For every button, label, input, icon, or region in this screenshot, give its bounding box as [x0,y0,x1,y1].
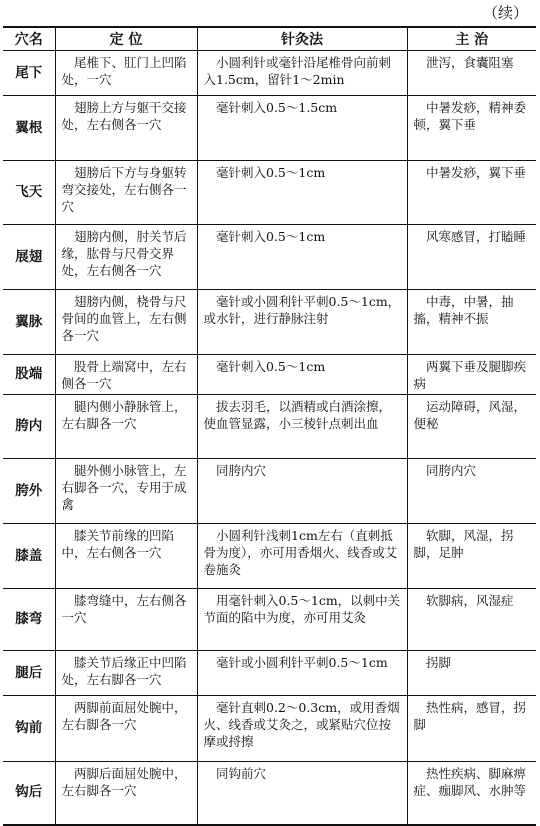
point-name-cell: 钩后 [3,762,55,825]
point-name-cell: 翼根 [3,96,55,161]
location-cell: 膝弯缝中，左右侧各一穴 [55,589,197,651]
point-name-cell: 展翅 [3,225,55,290]
indication-cell: 两翼下垂及腿脚疾病 [407,355,536,395]
method-cell: 小圆利针浅刺1cm左右（直刺抵骨为度），亦可用香烟火、线香或艾卷施灸 [197,524,407,589]
table-body [3,51,536,825]
table-row [3,51,536,96]
location-cell: 腿内侧小静脉管上，左右脚各一穴 [55,395,197,459]
point-name-cell: 飞天 [3,161,55,225]
location-cell: 翅膀内侧，肘关节后缘，肱骨与尺骨交界处，左右侧各一穴 [55,225,197,290]
continued-label: （续） [482,4,528,22]
table-row [3,161,536,225]
table-row [3,762,536,825]
table-row [3,225,536,290]
table-row [3,589,536,651]
header-indication: 主 治 [407,27,536,51]
location-cell: 膝关节后缘正中凹陷处，左右脚各一穴 [55,651,197,696]
point-name-cell: 腿后 [3,651,55,696]
indication-cell: 软脚，风湿，拐脚，足肿 [407,524,536,589]
table-row [3,355,536,395]
indication-cell: 热性病，感冒，拐脚 [407,696,536,762]
point-name-cell: 胯内 [3,395,55,459]
method-cell: 毫针或小圆利针平刺0.5～1cm，或水针，进行静脉注射 [197,290,407,355]
indication-cell: 同胯内穴 [407,459,536,524]
method-cell: 小圆利针或毫针沿尾椎骨向前刺入1.5cm，留针1～2min [197,51,407,96]
method-cell: 毫针刺入0.5～1cm [197,161,407,225]
point-name-cell: 尾下 [3,51,55,96]
table-row [3,696,536,762]
method-cell: 毫针刺入0.5～1cm [197,225,407,290]
indication-cell: 风寒感冒，打瞌睡 [407,225,536,290]
method-cell: 拔去羽毛，以酒精或白酒涂擦，使血管显露，小三棱针点刺出血 [197,395,407,459]
table-row [3,290,536,355]
point-name-cell: 膝盖 [3,524,55,589]
location-cell: 翅膀后下方与身躯转弯交接处，左右侧各一穴 [55,161,197,225]
location-cell: 翅膀上方与躯干交接处，左右侧各一穴 [55,96,197,161]
point-name-cell: 股端 [3,355,55,395]
location-cell: 两脚后面屈处腕中，左右脚各一穴 [55,762,197,825]
indication-cell: 软脚病，风湿症 [407,589,536,651]
indication-cell: 中暑发痧，精神委顿，翼下垂 [407,96,536,161]
location-cell: 两脚前面屈处腕中，左右脚各一穴 [55,696,197,762]
indication-cell: 热性疾病、脚麻痹症、痂脚风、水肿等 [407,762,536,825]
method-cell: 用毫针刺入0.5～1cm，以刺中关节面的陷中为度，亦可用艾灸 [197,589,407,651]
location-cell: 膝关节前缘的凹陷中，左右侧各一穴 [55,524,197,589]
table-row [3,459,536,524]
acupoint-table [3,26,536,826]
indication-cell: 泄泻，食囊阻塞 [407,51,536,96]
indication-cell: 中暑发痧，翼下垂 [407,161,536,225]
table-row [3,651,536,696]
header-location: 定 位 [55,27,197,51]
method-cell: 毫针直刺0.2～0.3cm，或用香烟火、线香或艾灸之，或紧贴穴位按摩或捋擦 [197,696,407,762]
table-header-row [3,27,536,51]
location-cell: 股骨上端窝中，左右侧各一穴 [55,355,197,395]
indication-cell: 拐脚 [407,651,536,696]
point-name-cell: 翼脉 [3,290,55,355]
method-cell: 毫针刺入0.5～1.5cm [197,96,407,161]
method-cell: 毫针刺入0.5～1cm [197,355,407,395]
indication-cell: 中毒，中暑，抽搐，精神不振 [407,290,536,355]
indication-cell: 运动障碍，风湿，便秘 [407,395,536,459]
method-cell: 同胯内穴 [197,459,407,524]
point-name-cell: 钩前 [3,696,55,762]
header-method: 针灸法 [197,27,407,51]
header-point-name: 穴名 [3,27,55,51]
point-name-cell: 膝弯 [3,589,55,651]
table-row [3,96,536,161]
location-cell: 尾椎下、肛门上凹陷处，一穴 [55,51,197,96]
method-cell: 同钩前穴 [197,762,407,825]
location-cell: 腿外侧小脉管上，左右脚各一穴，专用于成禽 [55,459,197,524]
point-name-cell: 胯外 [3,459,55,524]
table-row [3,524,536,589]
location-cell: 翅膀内侧，桡骨与尺骨间的血管上，左右侧各一穴 [55,290,197,355]
method-cell: 毫针或小圆利针平刺0.5～1cm [197,651,407,696]
table-row [3,395,536,459]
